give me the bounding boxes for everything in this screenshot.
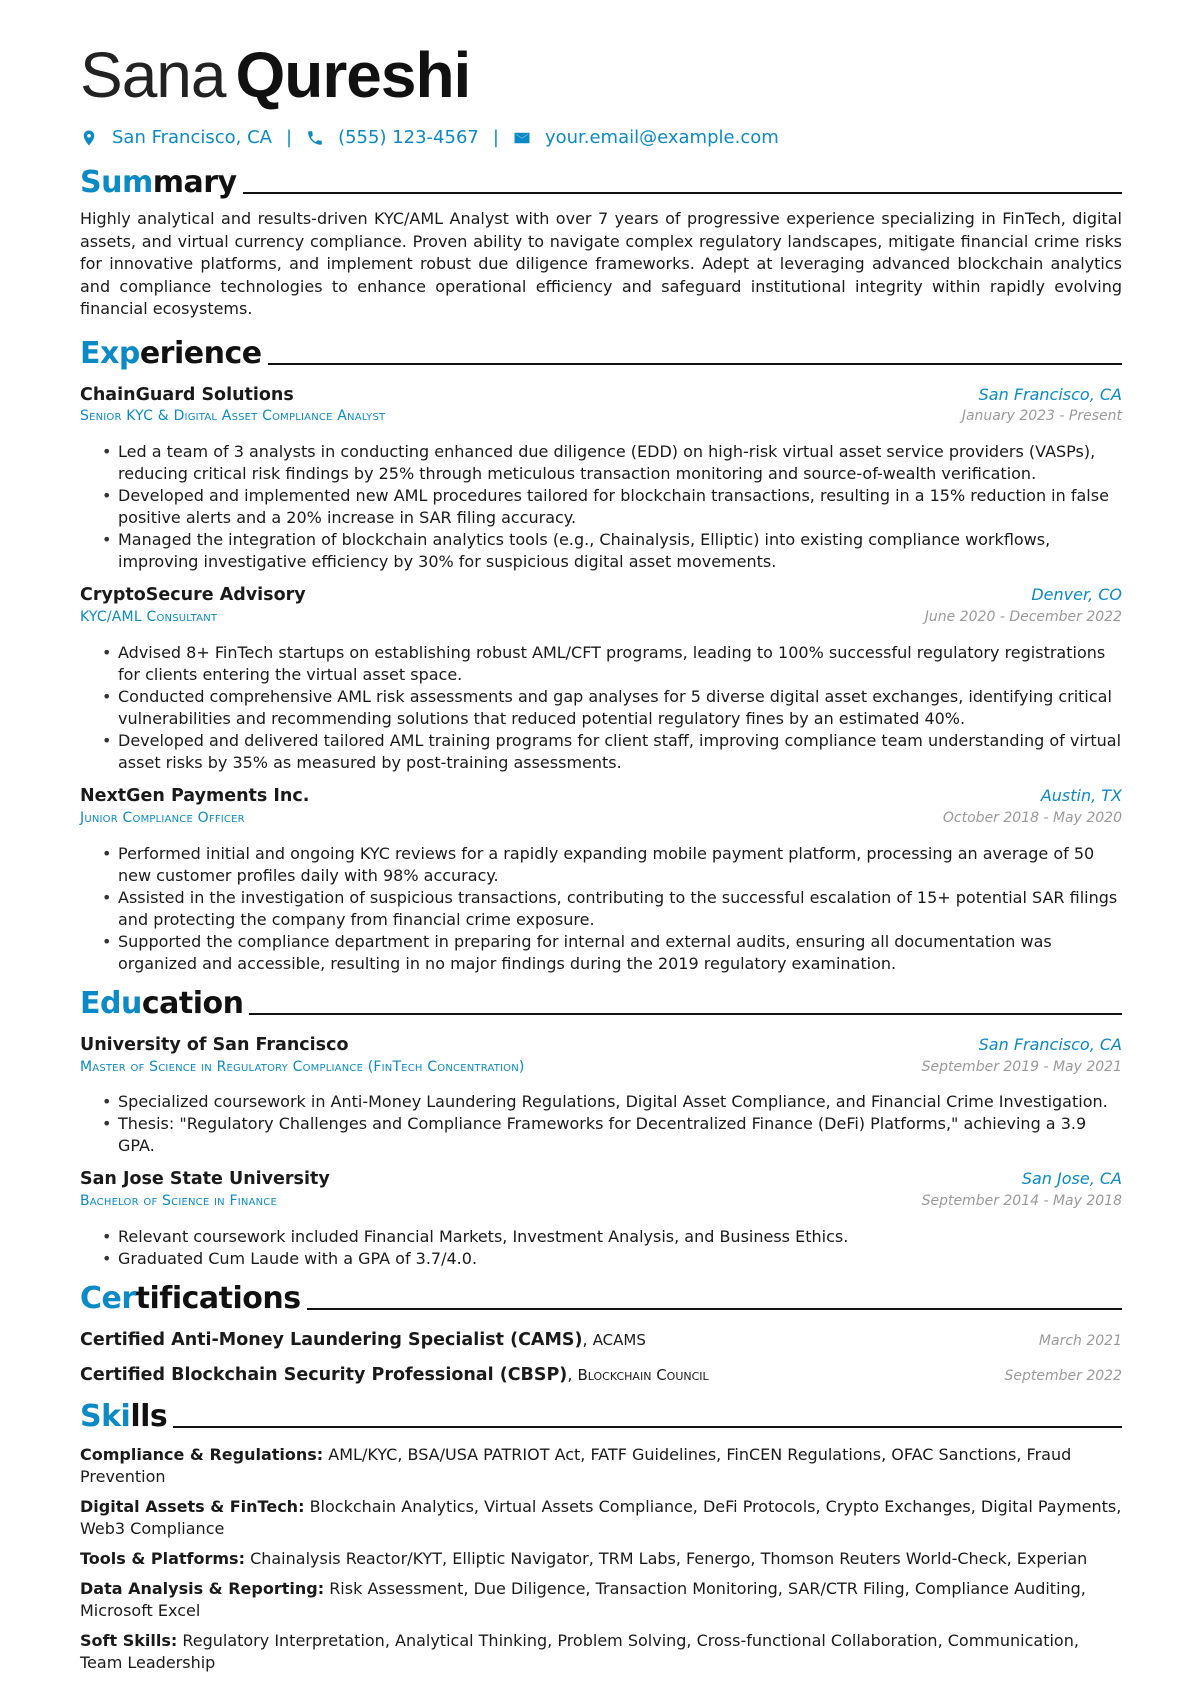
contact-location	[80, 125, 272, 151]
skill-label: Compliance & Regulations:	[80, 1444, 324, 1464]
phone-icon	[306, 129, 324, 147]
skill-row	[80, 1630, 1122, 1674]
bullet-item: • Supported the compliance department in preparing for internal and external audits, ensuring all documentation was organized and accessible, resulting in no major findings during the 2019 regulatory examination.	[118, 931, 1122, 975]
job-title: KYC/AML Consultant	[80, 609, 218, 626]
bullet-item: • Led a team of 3 analysts in conducting enhanced due diligence (EDD) on high-risk virtual asset service providers (VASPs), reducing critical risk findings by 25% through meticulous transaction monitoring and source-of-wealth verification.	[118, 441, 1122, 485]
certification-separator: ,	[582, 1330, 588, 1350]
skill-value: AML/KYC, BSA/USA PATRIOT Act, FATF Guidelines, FinCEN Regulations, OFAC Sanctions, Fraud Prevention	[80, 1444, 1072, 1486]
skill-label: Digital Assets & FinTech:	[80, 1496, 305, 1516]
skill-value: Regulatory Interpretation, Analytical Thinking, Problem Solving, Cross-functional Collaboration, Communication, Team Leadership	[80, 1630, 1079, 1672]
heading-rule	[268, 363, 1122, 365]
education-entry	[80, 1167, 1122, 1270]
heading-accent: Exp	[80, 335, 140, 371]
certification-entry	[80, 1328, 1122, 1353]
contact-line	[80, 122, 1122, 154]
heading-accent: Ski	[80, 1398, 131, 1434]
employer-name: NextGen Payments Inc.	[80, 785, 310, 806]
education-entry	[80, 1033, 1122, 1158]
job-title: Junior Compliance Officer	[80, 809, 245, 826]
heading-accent: Cer	[80, 1281, 136, 1317]
school-location: San Jose, CA	[1021, 1169, 1122, 1189]
bullet-item: • Conducted comprehensive AML risk assessments and gap analyses for 5 diverse digital asset exchanges, identifying critical vulnerabilities and recommending solutions that reduced potential regulatory fines by an estimated 40%.	[118, 686, 1122, 730]
section-certifications-heading	[80, 1276, 1122, 1318]
school-location: San Francisco, CA	[978, 1034, 1122, 1054]
experience-entry	[80, 784, 1122, 975]
first-name: Sana	[80, 39, 226, 111]
section-summary-heading	[80, 160, 1122, 202]
school-name: University of San Francisco	[80, 1034, 349, 1055]
heading-rest: tifications	[135, 1281, 301, 1317]
heading-rule	[173, 1426, 1122, 1428]
certification-entry	[80, 1363, 1122, 1388]
summary-text: Highly analytical and results-driven KYC/AML Analyst with over 7 years of progressive experience specializing in FinTech, digital assets, and virtual currency compliance. Proven ability to navigate complex regulatory landscapes, mitigate financial crime risks for innovative platforms, and implement robust due diligence frameworks. Adept at leveraging advanced blockchain analytics and compliance technologies to enhance operational efficiency and safeguard institutional integrity within rapidly evolving financial ecosystems.	[80, 209, 1122, 318]
heading-rest: cation	[141, 985, 244, 1021]
last-name: Qureshi	[235, 39, 471, 111]
heading-accent: Sum	[80, 165, 153, 200]
heading-rule	[249, 1013, 1122, 1015]
degree-title: Master of Science in Regulatory Compliance (FinTech Concentration)	[80, 1058, 525, 1075]
certification-issuer: Blockchain Council	[577, 1365, 709, 1384]
skill-row	[80, 1578, 1122, 1622]
heading-rest: erience	[139, 335, 262, 371]
candidate-name	[80, 36, 1122, 114]
education-bullets	[80, 1091, 1122, 1157]
bullet-item: • Developed and delivered tailored AML training programs for client staff, improving compliance team understanding of virtual asset risks by 35% as measured by post-training assessments.	[118, 730, 1122, 774]
skill-row	[80, 1444, 1122, 1488]
certification-name: Certified Anti-Money Laundering Specialist (CAMS)	[80, 1330, 583, 1351]
school-dates: September 2019 - May 2021	[921, 1058, 1122, 1075]
experience-entry	[80, 383, 1122, 574]
job-dates: June 2020 - December 2022	[924, 609, 1122, 626]
heading-rest: mary	[152, 165, 237, 200]
email-text: your.email@example.com	[544, 127, 779, 149]
job-dates: January 2023 - Present	[961, 408, 1122, 425]
bullet-item: • Specialized coursework in Anti-Money Laundering Regulations, Digital Asset Compliance, and Financial Crime Investigation.	[118, 1091, 1122, 1113]
skill-row	[80, 1548, 1122, 1570]
skill-label: Tools & Platforms:	[80, 1548, 245, 1568]
section-experience-heading	[80, 331, 1122, 373]
heading-accent: Edu	[80, 985, 142, 1021]
contact-email[interactable]	[513, 125, 779, 151]
bullet-item: • Thesis: "Regulatory Challenges and Compliance Frameworks for Decentralized Finance (DeFi) Platforms," achieving a 3.9 GPA.	[118, 1113, 1122, 1157]
skill-value: Risk Assessment, Due Diligence, Transaction Monitoring, SAR/CTR Filing, Compliance Auditing, Microsoft Excel	[80, 1578, 1086, 1620]
heading-rest: lls	[130, 1398, 168, 1434]
bullet-item: • Assisted in the investigation of suspicious transactions, contributing to the successful escalation of 15+ potential SAR filings and protecting the company from financial crime exposure.	[118, 887, 1122, 931]
certification-name: Certified Blockchain Security Professional (CBSP)	[80, 1364, 568, 1385]
employer-name: ChainGuard Solutions	[80, 384, 294, 405]
skill-label: Soft Skills:	[80, 1630, 178, 1650]
contact-separator: |	[492, 127, 499, 149]
skill-value: Chainalysis Reactor/KYT, Elliptic Navigator, TRM Labs, Fenergo, Thomson Reuters World-Check, Experian	[250, 1548, 1088, 1568]
certification-issuer: ACAMS	[592, 1331, 646, 1350]
certification-separator: ,	[567, 1364, 573, 1384]
education-bullets	[80, 1226, 1122, 1270]
section-skills-heading	[80, 1394, 1122, 1436]
job-bullets	[80, 843, 1122, 975]
job-location: San Francisco, CA	[978, 384, 1122, 404]
map-pin-icon	[80, 129, 98, 147]
contact-separator: |	[285, 127, 293, 149]
school-dates: September 2014 - May 2018	[921, 1193, 1122, 1210]
location-text: San Francisco, CA	[112, 127, 272, 149]
experience-entry	[80, 583, 1122, 774]
school-name: San Jose State University	[80, 1169, 330, 1190]
heading-rule	[307, 1308, 1122, 1310]
bullet-item: • Performed initial and ongoing KYC reviews for a rapidly expanding mobile payment platform, processing an average of 50 new customer profiles daily with 98% accuracy.	[118, 843, 1122, 887]
job-bullets	[80, 441, 1122, 573]
job-title: Senior KYC & Digital Asset Compliance Analyst	[80, 408, 386, 425]
skill-value: Blockchain Analytics, Virtual Assets Compliance, DeFi Protocols, Crypto Exchanges, Digital Payments, Web3 Compliance	[80, 1496, 1122, 1538]
section-education-heading	[80, 981, 1122, 1023]
bullet-item: • Advised 8+ FinTech startups on establishing robust AML/CFT programs, leading to 100% successful regulatory registrations for clients entering the virtual asset space.	[118, 642, 1122, 686]
bullet-item: • Managed the integration of blockchain analytics tools (e.g., Chainalysis, Elliptic) into existing compliance workflows, improving investigative efficiency by 30% for suspicious digital asset movements.	[118, 529, 1122, 573]
bullet-item: • Graduated Cum Laude with a GPA of 3.7/4.0.	[118, 1248, 1122, 1270]
phone-text: (555) 123-4567	[338, 127, 479, 149]
contact-phone[interactable]	[306, 125, 479, 151]
job-location: Austin, TX	[1040, 785, 1122, 805]
bullet-item: • Developed and implemented new AML procedures tailored for blockchain transactions, resulting in a 15% reduction in false positive alerts and a 20% increase in SAR filing accuracy.	[118, 485, 1122, 529]
degree-title: Bachelor of Science in Finance	[80, 1193, 277, 1210]
employer-name: CryptoSecure Advisory	[80, 585, 306, 606]
job-location: Denver, CO	[1031, 585, 1122, 605]
skill-label: Data Analysis & Reporting:	[80, 1578, 325, 1598]
certification-date: March 2021	[1038, 1333, 1122, 1350]
bullet-item: • Relevant coursework included Financial Markets, Investment Analysis, and Business Ethics.	[118, 1226, 1122, 1248]
job-dates: October 2018 - May 2020	[942, 809, 1122, 826]
envelope-icon	[513, 129, 531, 147]
certification-date: September 2022	[1004, 1367, 1122, 1384]
job-bullets	[80, 642, 1122, 774]
heading-rule	[243, 192, 1122, 194]
skill-row	[80, 1496, 1122, 1540]
